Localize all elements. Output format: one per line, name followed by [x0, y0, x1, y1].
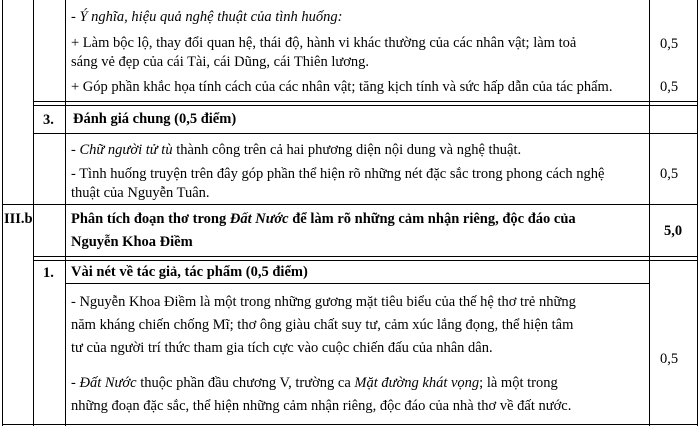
row-divider — [65, 283, 649, 284]
row4-score: 0,5 — [660, 351, 679, 367]
row-divider — [33, 133, 697, 134]
column-divider-2 — [65, 0, 66, 426]
row4-p2-line2: những đoạn đặc sắc, thể hiện những cảm nhận riêng, độc đáo của nhà thơ về đất nước. — [71, 398, 572, 414]
row-divider-double — [33, 256, 697, 261]
row4-p2-line1 — [71, 373, 558, 394]
row1-line3: sáng vẻ đẹp của cái Tài, cái Dũng, cái Thiên lương. — [71, 54, 370, 70]
border-right — [697, 0, 698, 426]
row4-p2-mid: thuộc phần đầu chương V, trường ca — [136, 375, 355, 391]
row2-line1 — [71, 140, 521, 161]
row4-heading: Vài nét về tác giả, tác phẩm (0,5 điểm) — [71, 264, 308, 280]
work-title: Đất Nước — [229, 211, 289, 227]
row-divider-double — [33, 101, 697, 106]
border-bottom — [2, 424, 697, 425]
column-divider-3 — [649, 0, 650, 426]
row2-line1-rest: thành công trên cả hai phương diện nội dung và nghệ thuật. — [172, 142, 522, 158]
row4-p1-line2: năm kháng chiến chống Mĩ; thơ ông giàu chất suy tư, cảm xúc lắng đọng, thể hiện tâm — [71, 317, 574, 333]
row1-score2: 0,5 — [660, 79, 679, 95]
dash: - — [71, 375, 80, 391]
heading-part-a: Phân tích đoạn thơ trong — [71, 211, 230, 227]
row4-number: 1. — [43, 265, 54, 281]
heading-part-b: để làm rõ những cảm nhận riêng, độc đáo của — [288, 211, 576, 227]
section-heading-line2: Nguyễn Khoa Điềm — [71, 234, 193, 250]
work-title: Đất Nước — [79, 375, 137, 391]
border-left — [2, 0, 3, 426]
row1-line1: - Ý nghĩa, hiệu quả nghệ thuật của tình huống: — [71, 9, 343, 25]
row-divider — [2, 204, 697, 205]
row2-line2: - Tình huống truyện trên đây góp phần thể hiện rõ những nét đặc sắc trong phong cách nghệ — [71, 166, 605, 182]
row1-score1: 0,5 — [660, 36, 679, 52]
row2-heading: Đánh giá chung (0,5 điểm) — [73, 111, 237, 127]
work-title: Chữ người tử tù — [79, 142, 173, 158]
row4-p1-line1: - Nguyễn Khoa Điềm là một trong những gương mặt tiêu biểu của thế hệ thơ trẻ những — [71, 294, 576, 310]
row2-number: 3. — [43, 112, 54, 128]
work-title-2: Mặt đường khát vọng — [354, 375, 480, 391]
row2-line3: thuật của Nguyễn Tuân. — [71, 185, 210, 201]
dash: - — [71, 142, 80, 158]
row4-p1-line3: tư của người trí thức tham gia tích cực vào cuộc chiến đấu của nhân dân. — [71, 340, 493, 356]
column-divider-1 — [33, 0, 34, 426]
section-score: 5,0 — [664, 223, 683, 239]
row1-line4: + Góp phần khắc họa tính cách của các nhân vật; tăng kịch tính và sức hấp dẫn của tác phẩm. — [71, 79, 613, 95]
row4-p2-end: ; là một trong — [479, 375, 558, 391]
section-label: III.b — [4, 211, 33, 227]
section-heading-line1 — [71, 209, 576, 230]
row1-line2: + Làm bộc lộ, thay đổi quan hệ, thái độ, hành vi khác thường của các nhân vật; làm toả — [71, 35, 577, 51]
row2-score: 0,5 — [660, 166, 679, 182]
